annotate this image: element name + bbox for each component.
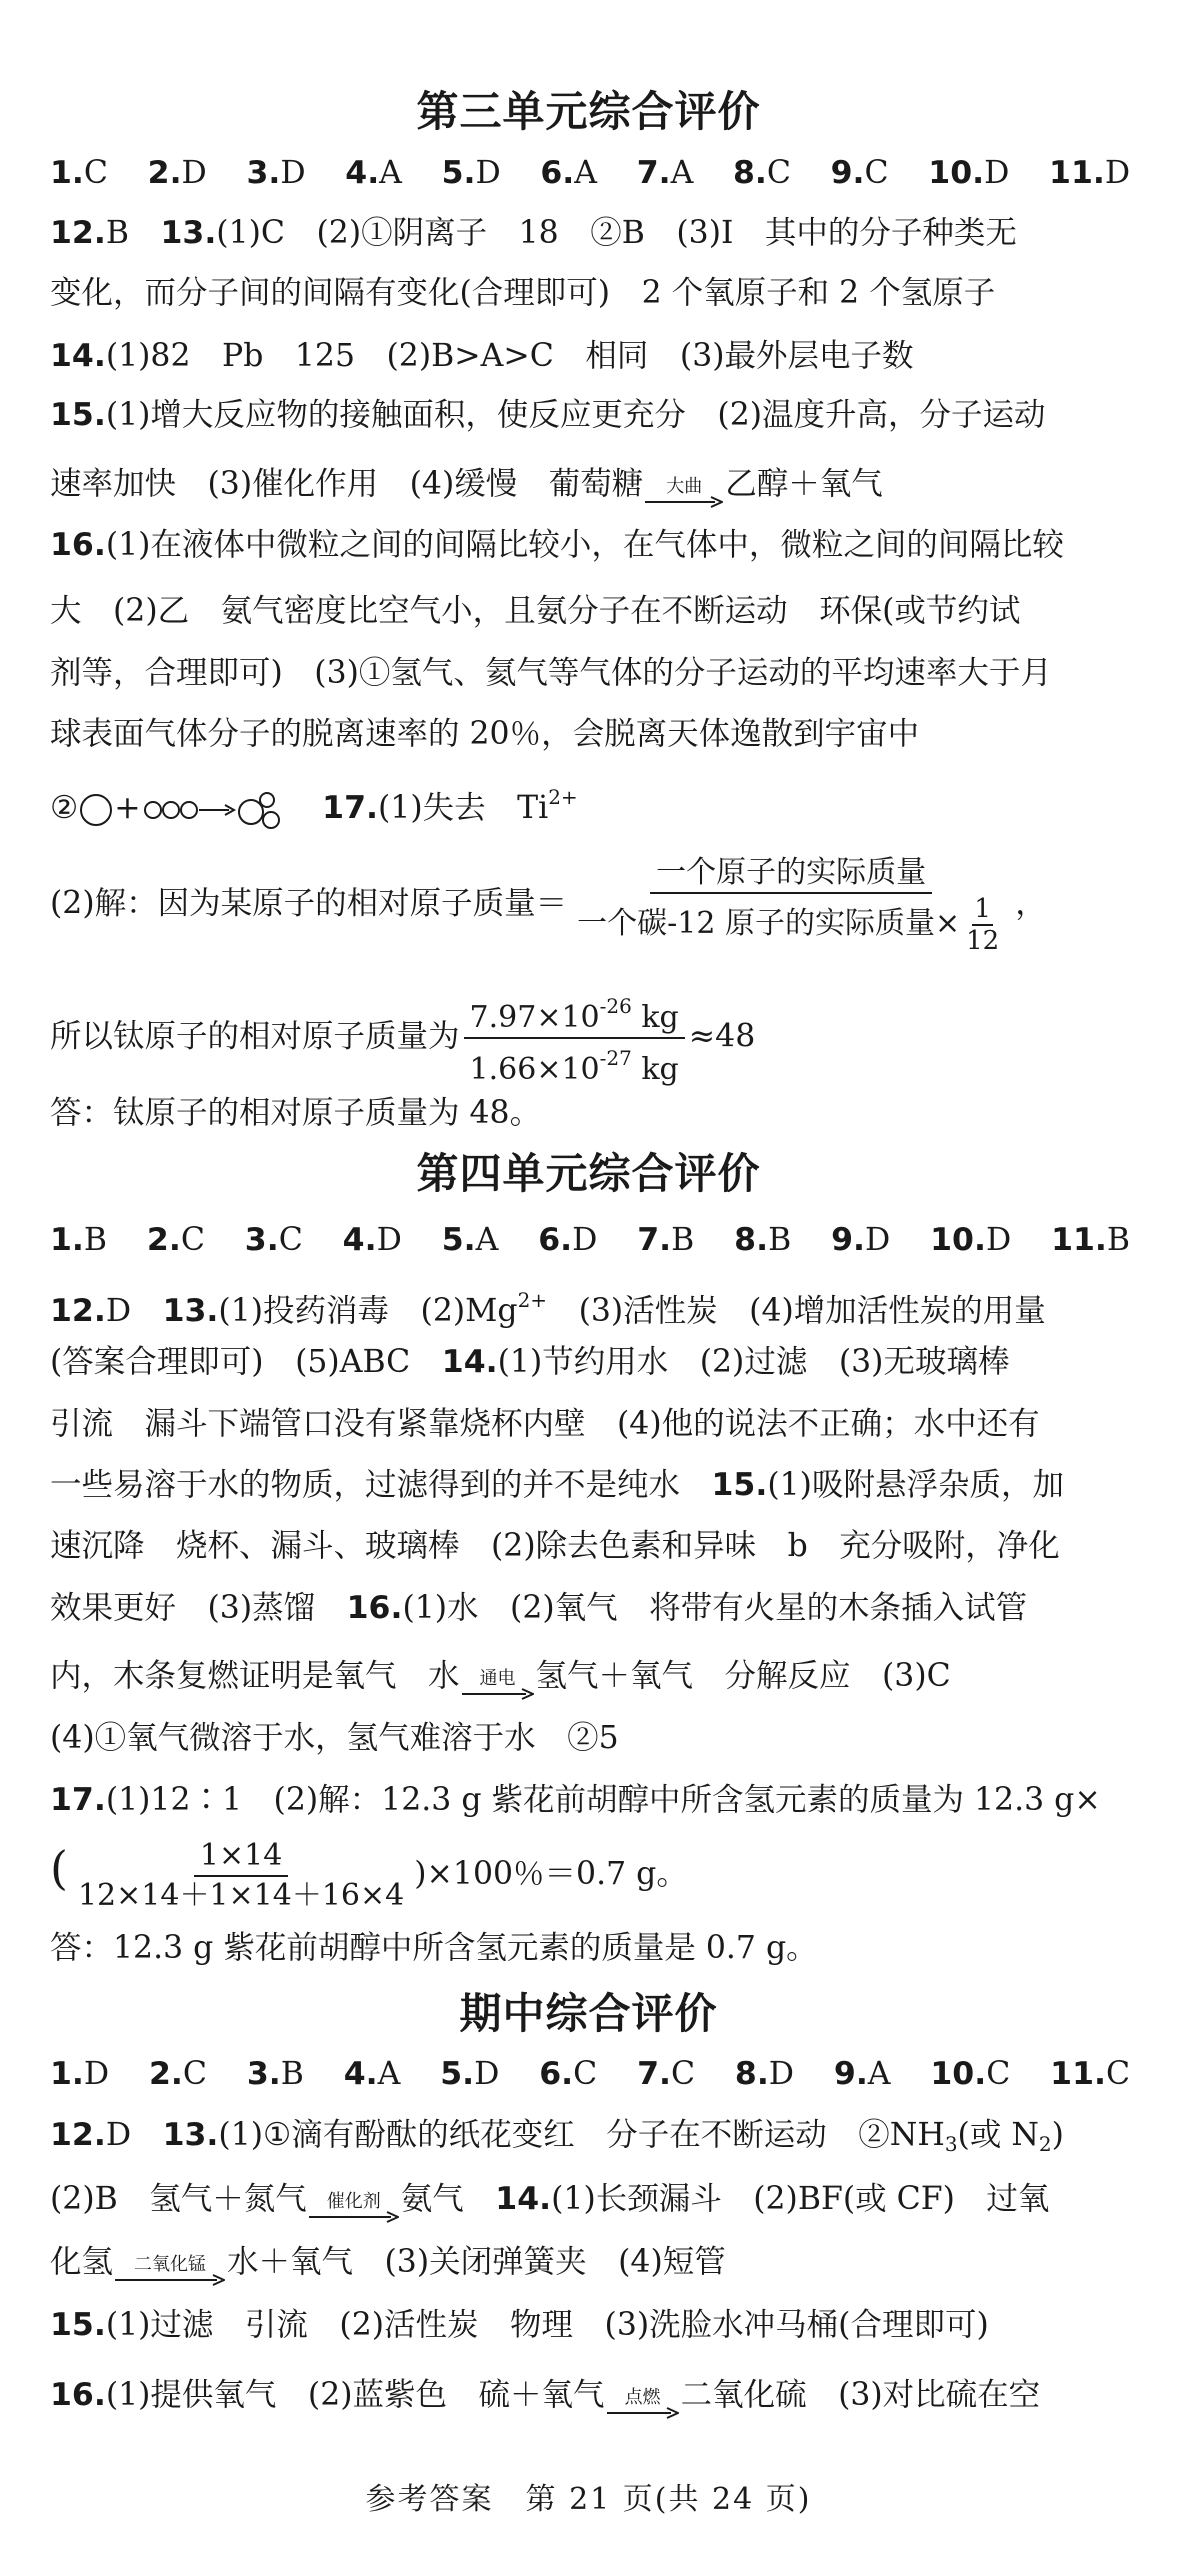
answer-line: 内，木条复燃证明是氧气 水 通电 氢气＋氧气 分解反应 (3)C (50, 1654, 1130, 1700)
reaction-arrow: 二氧化锰 (115, 2256, 225, 2286)
answer-line: 15.(1)过滤 引流 (2)活性炭 物理 (3)洗脸水冲马桶(合理即可) (50, 2307, 989, 2343)
reaction-arrow: 催化剂 (309, 2193, 399, 2223)
answer-line: 大 (2)乙 氨气密度比空气小，且氨分子在不断运动 环保(或节约试 (50, 593, 1021, 629)
answer-line: 1.B 2.C 3.C 4.D 5.A 6.D 7.B 8.B 9.D 10.D 11.B (50, 1222, 1131, 1258)
answer-line: 12.D 13.(1)投药消毒 $(2)Mg^{2+}$ (3)活性炭 (4)增加活性炭的用量 (50, 1288, 1046, 1329)
answer-line: 速沉降 烧杯、漏斗、玻璃棒 (2)除去色素和异味 b 充分吸附，净化 (50, 1528, 1060, 1564)
answer-line: 12.D 13.(1)①滴有酚酞的纸花变红 分子在不断运动 $②NH_3$(或 $N_2$) (50, 2117, 1064, 2156)
answer-line: (4)①氧气微溶于水，氢气难溶于水 ②5 (50, 1720, 619, 1756)
molecule-diagram-icon (141, 790, 291, 830)
answer-line: 所以钛原子的相对原子质量为 $\frac{7.97\times 10^{-26} kg}{1.66\times 10^{-27} kg}$ ≈48 (50, 987, 1130, 1077)
answer-line: 1.D 2.C 3.B 4.A 5.D 6.C 7.C 8.D 9.A 10.C 11.C (50, 2056, 1131, 2092)
reaction-arrow: 通电 (462, 1670, 534, 1700)
reaction-arrow: 点燃 (607, 2389, 679, 2419)
section-title-midterm: 期中综合评价 (459, 1989, 718, 2038)
answer-line: 16.(1)提供氧气 (2)蓝紫色 硫＋氧气 点燃 二氧化硫 (3)对比硫在空 (50, 2373, 1130, 2419)
formula-fraction: $\frac{1}{12}$ (966, 894, 1000, 956)
formula-fraction: $\frac{7.97\times 10^{-26} kg}{1.66\times 10^{-27} kg}$ (464, 987, 685, 1089)
answer-line: 答：钛原子的相对原子质量为 48。 (50, 1095, 542, 1131)
answer-line: (2)B 氢气＋氮气 催化剂 氨气 14.(1)长颈漏斗 (2)BF(或 CF) 过氧 (50, 2177, 1130, 2223)
answer-line: (答案合理即可) (5)ABC 14.(1)节约用水 (2)过滤 (3)无玻璃棒 (50, 1344, 1010, 1380)
answer-line: ② + 17.(1)失去 $Ti^{2+}$ (50, 775, 1130, 830)
page-footer: 参考答案 第 21 页(共 24 页) (365, 2482, 812, 2517)
answer-line: 1.C 2.D 3.D 4.A 5.D 6.A 7.A 8.C 9.C 10.D 11.D (50, 155, 1131, 191)
answer-line: (2)解：因为某原子的相对原子质量＝ 一个原子的实际质量 一个碳-12 原子的实际质量× $\frac{1}{12}$ ， (50, 855, 1047, 956)
reaction-arrow: 大曲 (645, 478, 723, 508)
answer-line: 15.(1)增大反应物的接触面积，使反应更充分 (2)温度升高，分子运动 (50, 397, 1046, 433)
formula-fraction: 一个原子的实际质量 一个碳-12 原子的实际质量× $\frac{1}{12}$ (577, 855, 1000, 956)
answer-line: 答：12.3 g 紫花前胡醇中所含氢元素的质量是 0.7 g。 (50, 1930, 818, 1966)
answer-line: 速率加快 (3)催化作用 (4)缓慢 葡萄糖 大曲 乙醇＋氧气 (50, 462, 1130, 508)
section-title-unit-4: 第四单元综合评价 (416, 1149, 761, 1198)
answer-line: 17.(1)12∶1 (2)解：12.3 g 紫花前胡醇中所含氢元素的质量为 12.3 g× (50, 1782, 1101, 1818)
answer-line: 引流 漏斗下端管口没有紧靠烧杯内壁 (4)他的说法不正确；水中还有 (50, 1406, 1040, 1442)
answer-line: 变化，而分子间的间隔有变化(合理即可) 2 个氧原子和 2 个氢原子 (50, 275, 996, 311)
answer-line: ( $\frac{1\times 14}{12\times 14+1\times 14+16\times 4}$ )×100％＝0.7 g。 (50, 1837, 688, 1913)
formula-fraction: $\frac{1\times 14}{12\times 14+1\times 14+16\times 4}$ (77, 1837, 405, 1913)
molecule-large-circle-icon (78, 792, 114, 828)
answer-line: 14.(1)82 Pb 125 (2)B>A>C 相同 (3)最外层电子数 (50, 338, 914, 374)
answer-line: 剂等，合理即可) (3)①氢气、氦气等气体的分子运动的平均速率大于月 (50, 655, 1052, 691)
section-title-unit-3: 第三单元综合评价 (416, 87, 761, 136)
answer-line: 化氢 二氧化锰 水＋氧气 (3)关闭弹簧夹 (4)短管 (50, 2240, 1130, 2286)
answer-line: 一些易溶于水的物质，过滤得到的并不是纯水 15.(1)吸附悬浮杂质，加 (50, 1467, 1064, 1503)
answer-line: 16.(1)在液体中微粒之间的间隔比较小，在气体中，微粒之间的间隔比较 (50, 527, 1064, 563)
answer-line: 12.B 13.(1)C (2)①阴离子 18 ②B (3)Ⅰ 其中的分子种类无 (50, 215, 1017, 251)
answer-line: 球表面气体分子的脱离速率的 20％，会脱离天体逸散到宇宙中 (50, 716, 920, 752)
answer-line: 效果更好 (3)蒸馏 16.(1)水 (2)氧气 将带有火星的木条插入试管 (50, 1590, 1028, 1626)
